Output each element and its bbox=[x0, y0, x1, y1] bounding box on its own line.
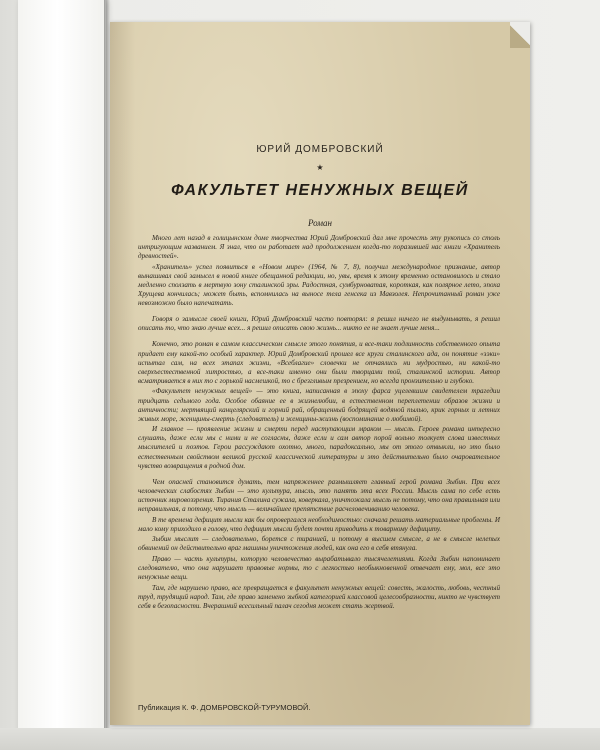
paragraph: Говоря о замысле своей книги, Юрий Домбровский часто повторял: я решил ничего не выдумывать, я решил описать то, что знаю лучше всех... я решил описать свою жизнь... никто ее не знает лучше меня... bbox=[138, 315, 500, 333]
paragraph: Конечно, это роман в самом классическом смысле этого понятия, и все-таки подлинность собственного опыта придает ему какой-то особый характер. Юрий Домбровский прошел все круги сталинского ада, он понятие «зэки» испытал сам, на всех этапах жизни, «Всеблагие» словечки не отчаялись ни мудростью, ни какой-то сверхъестественной хитростью, а все-таки именно они были творцами той, сталинской истории. Автор всматривается в них то с горькой насмешкой, то с брезгливым презрением, но всегда пронзительно и глубоко. bbox=[138, 340, 500, 385]
paragraph: Чем опасней становится думать, тем напряженнее размышляет главный герой романа Зыбин. При всех человеческих слабостях Зыбин — это культура, мысль, это память эта всех России. Мысль сама по себе есть источник мировоззрения. Тирания Сталина сужала, коверкала, уничтожала мысль не потому, что она правильная или неправильная, а потому, что мысль — величайшее препятствие расчеловечиванию человека. bbox=[138, 477, 500, 514]
table-surface bbox=[0, 728, 600, 750]
paragraph: Много лет назад в голицынском доме творчества Юрий Домбровский дал мне прочесть эту рукопись со столь интригующим названием. Я знал, что он работает над продолжением когда-то поразившей нас книги «Хранитель древностей». bbox=[138, 234, 500, 261]
book-title: ФАКУЛЬТЕТ НЕНУЖНЫХ ВЕЩЕЙ bbox=[171, 182, 469, 199]
paragraph: «Факультет ненужных вещей» — это книга, написанная в эпоху фарса уцелевшим свидетелем трагедии тридцать седьмого года. Особое обаяние ее в жизнелюбии, в естественном переплетении образов жизни и античности; мертвящий канцелярский и горний рай, обращенный бодрящей водяной пылью, крик горных и летних живых море, женщины-смерть (следователь) и женщины-жизнь (воспоминание о любимой). bbox=[138, 387, 500, 423]
book-genre: Роман bbox=[307, 218, 333, 228]
paragraph: «Хранитель» успел появиться в «Новом мире» (1964, № 7, 8), получил международное признание, автор вынашивал свой замысел в новой книге обещанной редакции, но, увы, время к этому временно остановилось и стало медленно сползать в мертвую зону сталинской эры. Радостная, сумбурноватая, короткая, как полярное лето, эпоха Хрущева кончилась; может быть, вспомнилась на выносе тела генсека из Мавзолея. Непрочитанный роман уже невозможно было напечатать. bbox=[138, 262, 500, 308]
paragraph: Там, где нарушено право, все превращается в факультет ненужных вещей: совесть, жалость, любовь, честный труд, трудящий народ. Там, где право заменено зыбкой категорией классовой целесообразности, никто не чувствует себя в безопасности. Вчерашний всесильный палач сегодня может стать жертвой. bbox=[138, 583, 500, 610]
paragraph: Зыбин мыслит — следовательно, борется с тиранией, и потому в высшем смысле, а не в смысле нелепых обвинений он действительно враг машины уничтожения людей, как она его в себя втянула. bbox=[138, 535, 500, 553]
book-cover-edge bbox=[18, 0, 106, 750]
page-corner-fold bbox=[510, 22, 530, 48]
paragraph: В те времена дефицит мысли как бы опровергался необходимостью: сначала решать материальные проблемы. И мало кому приходило в голову, что дефицит мысли будет почти приводить к товарному дефициту. bbox=[138, 515, 500, 533]
book-page bbox=[110, 22, 530, 725]
publication-credit: Публикация К. Ф. ДОМБРОВСКОЙ-ТУРУМОВОЙ. bbox=[138, 703, 311, 712]
author-name: ЮРИЙ ДОМБРОВСКИЙ bbox=[256, 144, 384, 155]
introduction-text bbox=[138, 234, 500, 613]
paragraph: И главное — проявление жизни и смерти перед наступающим мраком — мысль. Героев романа интересно слушать, даже если мы с ними и не согласны, даже если и сам автор порой вольно толкует слова известных мыслителей и поэтов. Герои рассуждают охотно, много, парадоксально, мы от этого отвыкли, но это было естественным свойством великой русской классической литературы и это действительно было очаровательное чувство возвращения в родной дом. bbox=[138, 425, 500, 470]
star-separator: ★ bbox=[316, 163, 324, 172]
paragraph: Право — часть культуры, которую человечество вырабатывало тысячелетиями. Когда Зыбин напоминает следователю, что она нарушает правовые нормы, то с легкостью необыкновенной отвечает ему, мол, все это ненужные вещи. bbox=[138, 555, 500, 582]
